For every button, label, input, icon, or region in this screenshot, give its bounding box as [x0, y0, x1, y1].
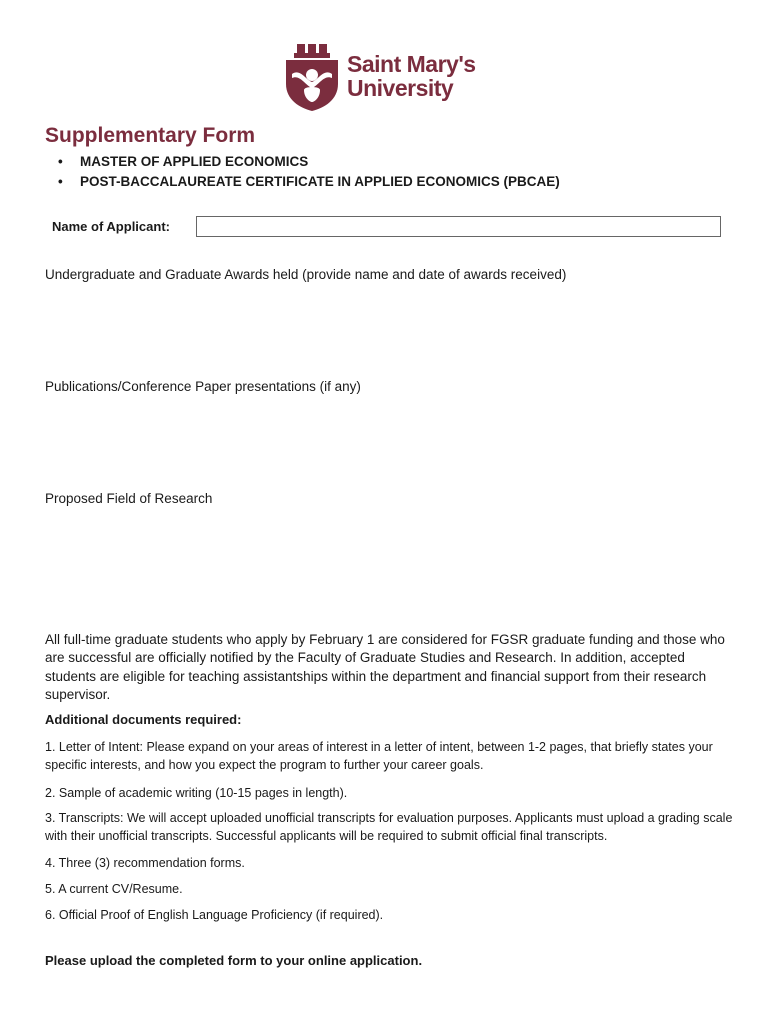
research-section-label: Proposed Field of Research — [45, 491, 213, 506]
additional-documents-heading: Additional documents required: — [45, 712, 242, 727]
publications-section-label: Publications/Conference Paper presentations (if any) — [45, 379, 361, 394]
document-item: 1. Letter of Intent: Please expand on your areas of interest in a letter of intent, between 1-2 pages, that briefly states your specific interests, and how you expect the program to further your career goals. — [45, 740, 713, 772]
program-item: • POST-BACCALAUREATE CERTIFICATE IN APPLIED ECONOMICS (PBCAE) — [58, 172, 560, 192]
upload-instruction: Please upload the completed form to your online application. — [45, 953, 423, 968]
logo-line2: University — [347, 75, 454, 101]
form-title: Supplementary Form — [45, 124, 256, 147]
name-of-applicant-field[interactable] — [196, 216, 721, 237]
document-item: 3. Transcripts: We will accept uploaded unofficial transcripts for evaluation purposes. Applicants must upload a grading scale with their unofficial transcripts. Successful applicants will be required to submit official final transcripts. — [45, 811, 733, 843]
program-item: • MASTER OF APPLIED ECONOMICS — [58, 152, 560, 172]
document-item: 6. Official Proof of English Language Proficiency (if required). — [45, 908, 384, 922]
awards-section-label: Undergraduate and Graduate Awards held (provide name and date of awards received) — [45, 267, 567, 282]
document-item: 4. Three (3) recommendation forms. — [45, 856, 245, 870]
university-logo — [284, 44, 494, 112]
name-of-applicant-label: Name of Applicant: — [52, 219, 170, 234]
crest-icon — [284, 44, 340, 112]
logo-line1: Saint Mary's — [347, 51, 476, 77]
document-item: 2. Sample of academic writing (10-15 pages in length). — [45, 786, 348, 800]
logo-wordmark — [347, 52, 476, 100]
program-list — [58, 152, 560, 192]
funding-paragraph: All full-time graduate students who apply by February 1 are considered for FGSR graduate funding and those who are successful are officially notified by the Faculty of Graduate Studies and Research. In addition, accepted students are eligible for teaching assistantships within the department and financial support from their research supervisor. — [45, 632, 725, 703]
document-item: 5. A current CV/Resume. — [45, 882, 183, 896]
